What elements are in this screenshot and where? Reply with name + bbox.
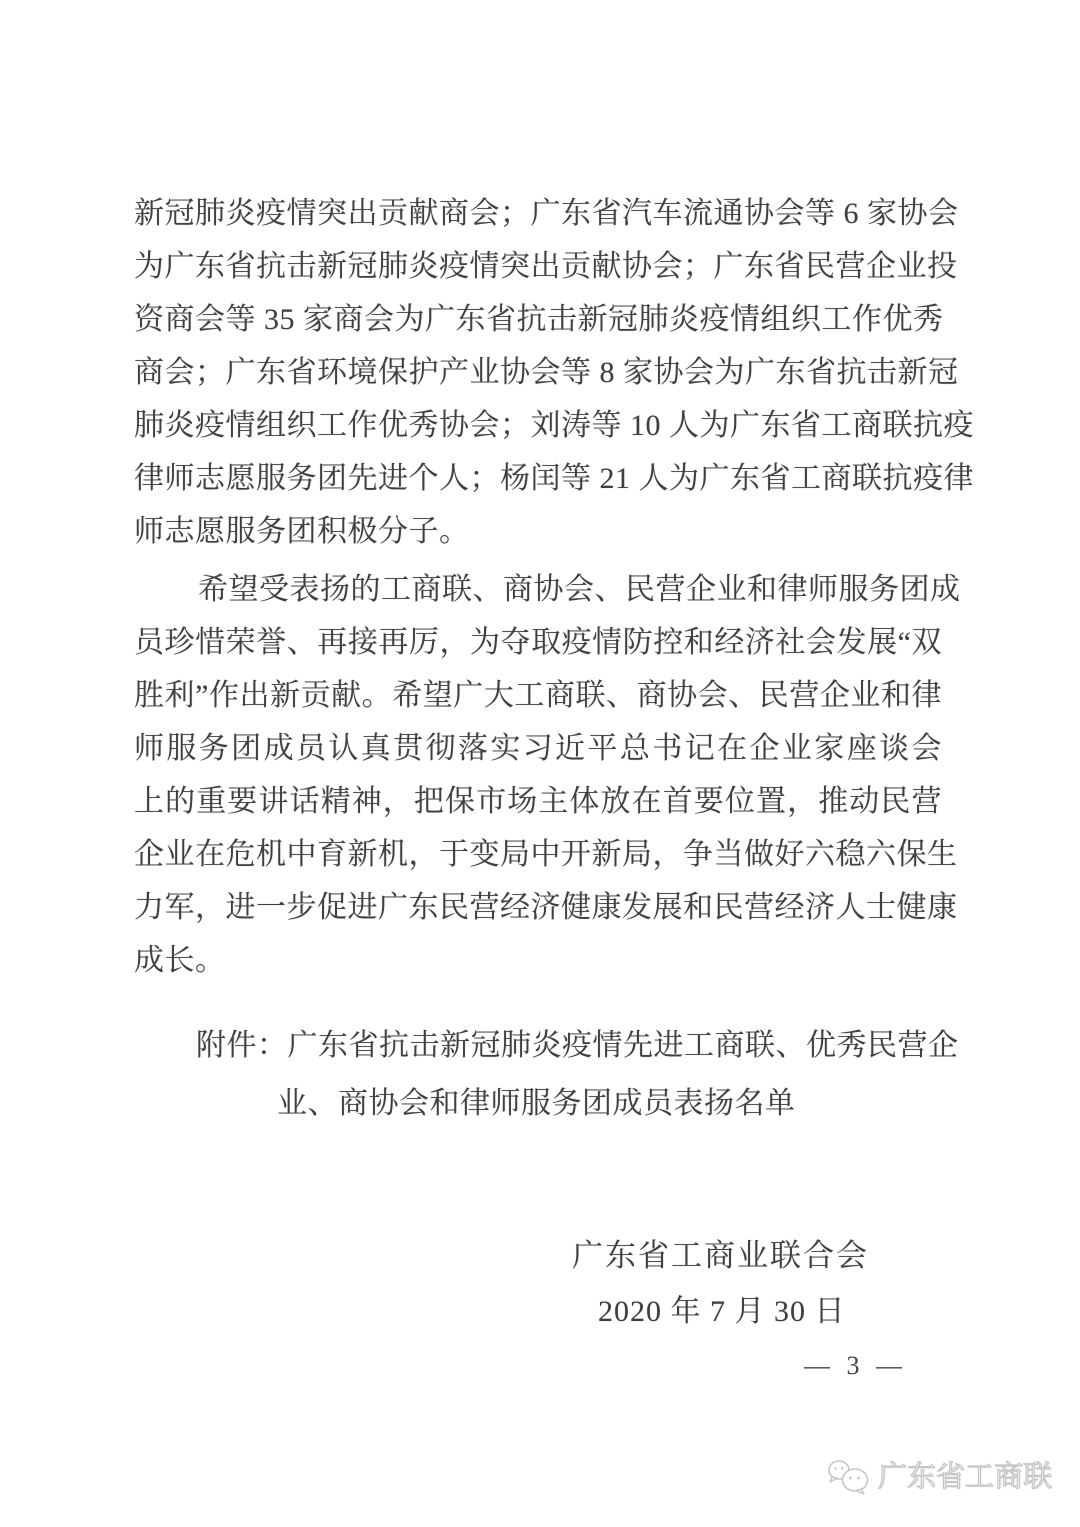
wechat-icon: [826, 1458, 872, 1496]
paragraph-2-line: 力军，进一步促进广东民营经济健康发展和民营经济人士健康: [134, 891, 958, 924]
paragraph-1-line: 律师志愿服务团先进个人；杨闰等 21 人为广东省工商联抗疫律: [134, 462, 974, 495]
issuer-signature: 广东省工商业联合会: [572, 1238, 869, 1273]
paragraph-2-line: 胜利”作出新贡献。希望广大工商联、商协会、民营企业和律: [134, 679, 942, 712]
paragraph-1-line: 肺炎疫情组织工作优秀协会；刘涛等 10 人为广东省工商联抗疫: [134, 409, 974, 442]
paragraph-1-line: 为广东省抗击新冠肺炎疫情突出贡献协会；广东省民营企业投: [134, 250, 958, 283]
paragraph-2-line: 希望受表扬的工商联、商协会、民营企业和律师服务团成: [198, 573, 961, 606]
paragraph-1: [134, 187, 974, 558]
paragraph-1-line: 新冠肺炎疫情突出贡献商会；广东省汽车流通协会等 6 家协会: [134, 197, 959, 230]
paragraph-2: [134, 563, 961, 987]
paragraph-2-line: 企业在危机中育新机，于变局中开新局，争当做好六稳六保生: [134, 838, 958, 871]
account-watermark: [826, 1458, 1052, 1496]
attachment-line-2: 业、商协会和律师服务团成员表扬名单: [277, 1087, 796, 1120]
paragraph-2-line: 师服务团成员认真贯彻落实习近平总书记在企业家座谈会: [134, 732, 942, 765]
document-date: 2020 年 7 月 30 日: [598, 1295, 846, 1328]
paragraph-2-line: 成长。: [134, 944, 226, 977]
page-number: — 3 —: [804, 1351, 907, 1380]
paragraph-1-line: 师志愿服务团积极分子。: [134, 515, 470, 548]
paragraph-2-line: 员珍惜荣誉、再接再厉，为夺取疫情防控和经济社会发展“双: [134, 626, 942, 659]
paragraph-2-line: 上的重要讲话精神，把保市场主体放在首要位置，推动民营: [134, 785, 942, 818]
watermark-text: 广东省工商联: [877, 1460, 1052, 1493]
attachment-line-1: 附件：广东省抗击新冠肺炎疫情先进工商联、优秀民营企: [196, 1029, 959, 1062]
paragraph-1-line: 商会；广东省环境保护产业协会等 8 家协会为广东省抗击新冠: [134, 356, 959, 389]
paragraph-1-line: 资商会等 35 家商会为广东省抗击新冠肺炎疫情组织工作优秀: [134, 303, 944, 336]
